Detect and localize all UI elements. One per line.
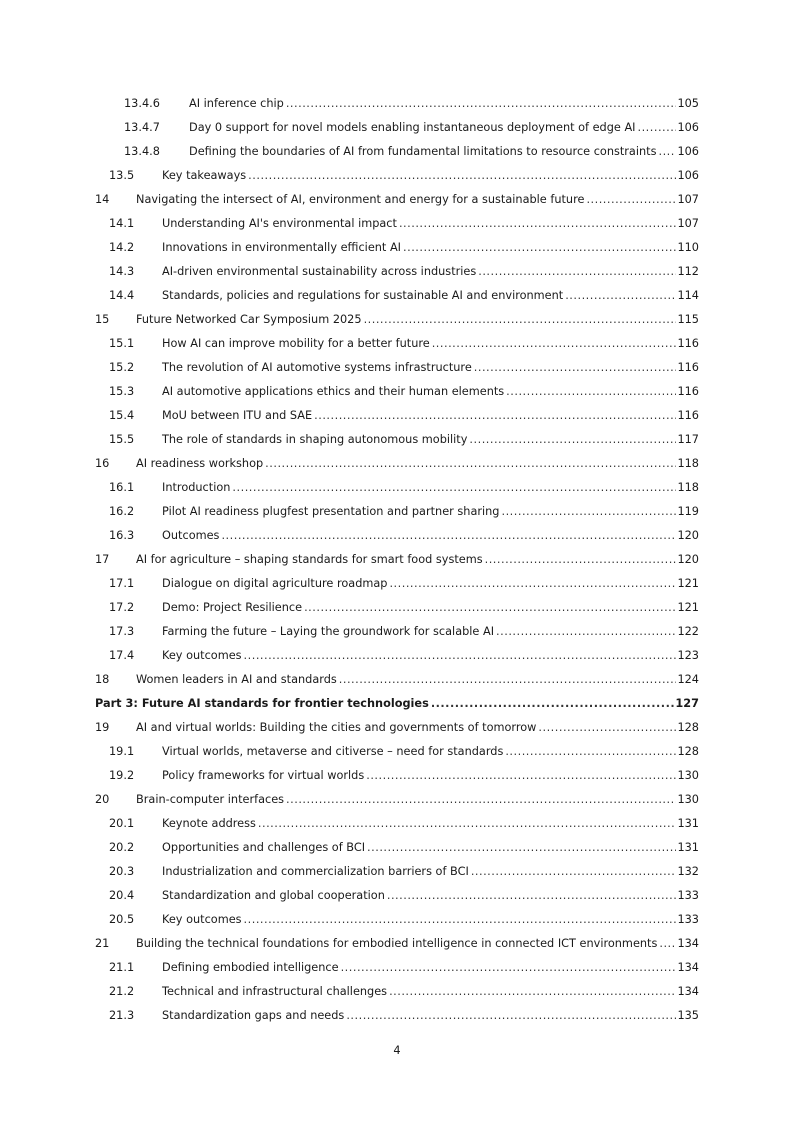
dot-leader bbox=[304, 596, 676, 620]
toc-entry-line bbox=[162, 236, 699, 260]
dot-leader bbox=[659, 932, 676, 956]
dot-leader bbox=[367, 836, 676, 860]
dot-leader bbox=[538, 716, 676, 740]
toc-entry-title: Demo: Project Resilience bbox=[162, 601, 303, 614]
toc-entry-title: Introduction bbox=[162, 481, 231, 494]
toc-entry-page: 107 bbox=[677, 217, 699, 230]
dot-leader bbox=[474, 356, 677, 380]
toc-entry-page: 118 bbox=[677, 457, 699, 470]
toc-entry-number: 17.3 bbox=[109, 625, 135, 638]
dot-leader bbox=[286, 92, 677, 116]
toc-entry-number: 16 bbox=[95, 457, 110, 470]
toc-entry-title: Defining embodied intelligence bbox=[162, 961, 339, 974]
toc-entry[interactable] bbox=[95, 92, 699, 116]
toc-entry-number: 20.2 bbox=[109, 841, 135, 854]
toc-entry[interactable] bbox=[95, 380, 699, 404]
toc-entry-page: 105 bbox=[677, 97, 699, 110]
toc-entry-number: 15.3 bbox=[109, 385, 135, 398]
toc-entry-line bbox=[162, 476, 699, 500]
toc-entry-title: Defining the boundaries of AI from fundamental limitations to resource constraints bbox=[189, 145, 657, 158]
toc-entry-title: Farming the future – Laying the groundwork for scalable AI bbox=[162, 625, 495, 638]
toc-entry-line bbox=[162, 812, 699, 836]
toc-entry-line bbox=[136, 932, 699, 956]
toc-entry-page: 117 bbox=[677, 433, 699, 446]
toc-entry-title: AI automotive applications ethics and their human elements bbox=[162, 385, 505, 398]
toc-entry-line bbox=[162, 572, 699, 596]
toc-entry[interactable] bbox=[95, 836, 699, 860]
dot-leader bbox=[244, 644, 677, 668]
toc-entry-title: Technical and infrastructural challenges bbox=[162, 985, 388, 998]
dot-leader bbox=[387, 884, 677, 908]
toc-entry[interactable] bbox=[95, 884, 699, 908]
dot-leader bbox=[248, 164, 676, 188]
toc-entry-line bbox=[136, 788, 699, 812]
toc-entry[interactable] bbox=[95, 932, 699, 956]
toc-entry-number: 17 bbox=[95, 553, 110, 566]
toc-entry-number: 21.1 bbox=[109, 961, 135, 974]
toc-entry-page: 122 bbox=[677, 625, 699, 638]
toc-entry-page: 106 bbox=[677, 145, 699, 158]
toc-entry-number: 20.3 bbox=[109, 865, 135, 878]
toc-entry[interactable] bbox=[95, 404, 699, 428]
dot-leader bbox=[366, 764, 676, 788]
toc-entry-line bbox=[189, 140, 699, 164]
toc-entry[interactable] bbox=[95, 332, 699, 356]
toc-entry-number: 15 bbox=[95, 313, 110, 326]
toc-entry-title: The role of standards in shaping autonomous mobility bbox=[162, 433, 468, 446]
toc-entry-line bbox=[162, 260, 699, 284]
toc-entry-line bbox=[136, 188, 699, 212]
toc-entry-title: Keynote address bbox=[162, 817, 256, 830]
toc-entry-title: AI for agriculture – shaping standards for smart food systems bbox=[136, 553, 483, 566]
toc-entry-line bbox=[162, 356, 699, 380]
toc-entry-title: Key outcomes bbox=[162, 649, 242, 662]
dot-leader bbox=[496, 620, 676, 644]
toc-entry-line bbox=[95, 692, 699, 716]
dot-leader bbox=[258, 812, 677, 836]
toc-entry-title: Pilot AI readiness plugfest presentation and partner sharing bbox=[162, 505, 500, 518]
toc-entry-line bbox=[162, 956, 699, 980]
toc-entry-title: Outcomes bbox=[162, 529, 220, 542]
toc-entry-title: Navigating the intersect of AI, environment and energy for a sustainable future bbox=[136, 193, 585, 206]
toc-entry-page: 133 bbox=[677, 913, 699, 926]
toc-entry-number: 20 bbox=[95, 793, 110, 806]
toc-entry-number: 20.1 bbox=[109, 817, 135, 830]
toc-entry-page: 132 bbox=[677, 865, 699, 878]
dot-leader bbox=[478, 260, 676, 284]
toc-entry-line bbox=[162, 428, 699, 452]
toc-entry[interactable] bbox=[95, 140, 699, 164]
toc-entry[interactable] bbox=[95, 668, 699, 692]
toc-entry-line bbox=[162, 524, 699, 548]
toc-entry-title: Part 3: Future AI standards for frontier technologies bbox=[95, 697, 429, 710]
toc-entry-page: 135 bbox=[677, 1009, 699, 1022]
toc-entry-number: 16.3 bbox=[109, 529, 135, 542]
toc-entry[interactable] bbox=[95, 548, 699, 572]
toc-entry[interactable] bbox=[95, 308, 699, 332]
toc-entry-page: 116 bbox=[677, 409, 699, 422]
toc-entry-page: 127 bbox=[675, 697, 699, 710]
toc-entry-number: 19 bbox=[95, 721, 110, 734]
dot-leader bbox=[586, 188, 676, 212]
toc-entry-page: 123 bbox=[677, 649, 699, 662]
toc-entry-title: AI-driven environmental sustainability across industries bbox=[162, 265, 477, 278]
toc-entry-title: Innovations in environmentally efficient AI bbox=[162, 241, 402, 254]
toc-part-heading[interactable] bbox=[95, 692, 699, 716]
toc-entry-number: 21 bbox=[95, 937, 110, 950]
dot-leader bbox=[403, 236, 676, 260]
toc-entry-title: Opportunities and challenges of BCI bbox=[162, 841, 366, 854]
toc-entry-line bbox=[162, 380, 699, 404]
dot-leader bbox=[431, 692, 675, 716]
dot-leader bbox=[341, 956, 677, 980]
toc-entry-title: Policy frameworks for virtual worlds bbox=[162, 769, 365, 782]
toc-entry[interactable] bbox=[95, 572, 699, 596]
toc-entry-title: Key outcomes bbox=[162, 913, 242, 926]
toc-entry-page: 115 bbox=[677, 313, 699, 326]
toc-entry-number: 21.3 bbox=[109, 1009, 135, 1022]
dot-leader bbox=[471, 860, 677, 884]
toc-entry[interactable] bbox=[95, 260, 699, 284]
toc-entry-page: 121 bbox=[677, 577, 699, 590]
toc-entry[interactable] bbox=[95, 812, 699, 836]
toc-entry-page: 130 bbox=[677, 769, 699, 782]
toc-entry-title: MoU between ITU and SAE bbox=[162, 409, 313, 422]
toc-entry-title: Understanding AI's environmental impact bbox=[162, 217, 397, 230]
toc-entry-line bbox=[162, 620, 699, 644]
toc-entry-line bbox=[162, 164, 699, 188]
toc-entry-number: 17.4 bbox=[109, 649, 135, 662]
toc-entry-page: 134 bbox=[677, 937, 699, 950]
toc-entry-number: 14.2 bbox=[109, 241, 135, 254]
toc-entry-line bbox=[162, 908, 699, 932]
toc-entry-title: Day 0 support for novel models enabling instantaneous deployment of edge AI bbox=[189, 121, 636, 134]
toc-entry-page: 133 bbox=[677, 889, 699, 902]
toc-entry-title: AI and virtual worlds: Building the cities and governments of tomorrow bbox=[136, 721, 537, 734]
toc-entry-page: 134 bbox=[677, 985, 699, 998]
dot-leader bbox=[506, 380, 676, 404]
toc-entry[interactable] bbox=[95, 788, 699, 812]
toc-entry-line bbox=[136, 668, 699, 692]
toc-entry-page: 124 bbox=[677, 673, 699, 686]
toc-entry[interactable] bbox=[95, 164, 699, 188]
toc-entry[interactable] bbox=[95, 716, 699, 740]
toc-entry[interactable] bbox=[95, 284, 699, 308]
toc-entry-number: 15.1 bbox=[109, 337, 135, 350]
toc-entry-number: 16.1 bbox=[109, 481, 135, 494]
toc-entry[interactable] bbox=[95, 596, 699, 620]
toc-entry-title: Women leaders in AI and standards bbox=[136, 673, 337, 686]
dot-leader bbox=[469, 428, 676, 452]
toc-entry[interactable] bbox=[95, 212, 699, 236]
toc-entry-line bbox=[136, 308, 699, 332]
dot-leader bbox=[399, 212, 676, 236]
toc-entry[interactable] bbox=[95, 500, 699, 524]
toc-entry-page: 119 bbox=[677, 505, 699, 518]
toc-entry-number: 20.4 bbox=[109, 889, 135, 902]
dot-leader bbox=[286, 788, 676, 812]
toc-entry-title: Standards, policies and regulations for sustainable AI and environment bbox=[162, 289, 564, 302]
dot-leader bbox=[505, 740, 676, 764]
toc-entry-line bbox=[162, 500, 699, 524]
toc-entry-page: 134 bbox=[677, 961, 699, 974]
dot-leader bbox=[389, 980, 676, 1004]
dot-leader bbox=[638, 116, 677, 140]
toc-entry-title: Standardization and global cooperation bbox=[162, 889, 385, 902]
toc-entry-line bbox=[162, 836, 699, 860]
toc-entry-page: 116 bbox=[677, 385, 699, 398]
dot-leader bbox=[389, 572, 676, 596]
toc-entry[interactable] bbox=[95, 188, 699, 212]
toc-entry-line bbox=[162, 284, 699, 308]
toc-entry-line bbox=[162, 404, 699, 428]
toc-entry[interactable] bbox=[95, 452, 699, 476]
toc-entry-number: 20.5 bbox=[109, 913, 135, 926]
toc-entry-title: The revolution of AI automotive systems infrastructure bbox=[162, 361, 472, 374]
toc-entry-page: 120 bbox=[677, 529, 699, 542]
toc-entry[interactable] bbox=[95, 356, 699, 380]
toc-entry-page: 131 bbox=[677, 817, 699, 830]
toc-entry[interactable] bbox=[95, 236, 699, 260]
dot-leader bbox=[658, 140, 676, 164]
toc-entry[interactable] bbox=[95, 620, 699, 644]
toc-entry-number: 15.5 bbox=[109, 433, 135, 446]
toc-entry[interactable] bbox=[95, 524, 699, 548]
toc-entry[interactable] bbox=[95, 476, 699, 500]
toc-entry-page: 130 bbox=[677, 793, 699, 806]
toc-entry-page: 106 bbox=[677, 169, 699, 182]
dot-leader bbox=[244, 908, 677, 932]
table-of-contents bbox=[95, 92, 699, 1028]
toc-entry-page: 116 bbox=[677, 337, 699, 350]
dot-leader bbox=[314, 404, 676, 428]
dot-leader bbox=[364, 308, 677, 332]
dot-leader bbox=[346, 1004, 676, 1028]
dot-leader bbox=[565, 284, 676, 308]
toc-entry-line bbox=[162, 764, 699, 788]
toc-entry-title: Building the technical foundations for embodied intelligence in connected ICT environments bbox=[136, 937, 658, 950]
toc-entry-title: Industrialization and commercialization barriers of BCI bbox=[162, 865, 469, 878]
toc-entry-number: 17.1 bbox=[109, 577, 135, 590]
toc-entry-line bbox=[189, 116, 699, 140]
toc-entry-line bbox=[162, 884, 699, 908]
toc-entry-number: 13.5 bbox=[109, 169, 135, 182]
toc-entry-title: Virtual worlds, metaverse and citiverse – need for standards bbox=[162, 745, 504, 758]
toc-entry-number: 13.4.8 bbox=[124, 145, 160, 158]
toc-entry[interactable] bbox=[95, 908, 699, 932]
toc-entry-title: How AI can improve mobility for a better future bbox=[162, 337, 430, 350]
toc-entry-line bbox=[136, 548, 699, 572]
dot-leader bbox=[221, 524, 676, 548]
toc-entry-line bbox=[162, 740, 699, 764]
toc-entry-number: 14.1 bbox=[109, 217, 135, 230]
toc-entry-line bbox=[189, 92, 699, 116]
toc-entry-number: 19.2 bbox=[109, 769, 135, 782]
toc-entry-number: 16.2 bbox=[109, 505, 135, 518]
toc-entry-title: AI readiness workshop bbox=[136, 457, 264, 470]
toc-entry[interactable] bbox=[95, 740, 699, 764]
toc-entry-page: 106 bbox=[677, 121, 699, 134]
toc-entry-page: 121 bbox=[677, 601, 699, 614]
toc-entry-line bbox=[162, 596, 699, 620]
toc-entry[interactable] bbox=[95, 764, 699, 788]
toc-entry-number: 14.4 bbox=[109, 289, 135, 302]
toc-entry-page: 128 bbox=[677, 721, 699, 734]
toc-entry-title: Standardization gaps and needs bbox=[162, 1009, 345, 1022]
toc-entry[interactable] bbox=[95, 428, 699, 452]
toc-entry-line bbox=[136, 716, 699, 740]
toc-entry-page: 120 bbox=[677, 553, 699, 566]
toc-entry-page: 110 bbox=[677, 241, 699, 254]
toc-entry-number: 21.2 bbox=[109, 985, 135, 998]
dot-leader bbox=[232, 476, 676, 500]
toc-entry[interactable] bbox=[95, 980, 699, 1004]
toc-entry-number: 15.4 bbox=[109, 409, 135, 422]
toc-entry-number: 18 bbox=[95, 673, 110, 686]
toc-entry[interactable] bbox=[95, 860, 699, 884]
dot-leader bbox=[432, 332, 677, 356]
toc-entry-page: 116 bbox=[677, 361, 699, 374]
toc-entry-line bbox=[162, 860, 699, 884]
toc-entry-line bbox=[162, 332, 699, 356]
toc-entry-page: 114 bbox=[677, 289, 699, 302]
dot-leader bbox=[265, 452, 676, 476]
dot-leader bbox=[485, 548, 677, 572]
page-number: 4 bbox=[393, 1044, 401, 1057]
toc-entry-number: 14 bbox=[95, 193, 110, 206]
toc-entry-line bbox=[136, 452, 699, 476]
toc-entry-page: 128 bbox=[677, 745, 699, 758]
toc-entry-line bbox=[162, 644, 699, 668]
toc-entry-title: Dialogue on digital agriculture roadmap bbox=[162, 577, 388, 590]
toc-entry-line bbox=[162, 980, 699, 1004]
toc-entry[interactable] bbox=[95, 644, 699, 668]
toc-entry-title: Brain-computer interfaces bbox=[136, 793, 285, 806]
toc-entry-title: AI inference chip bbox=[189, 97, 284, 110]
toc-entry-line bbox=[162, 1004, 699, 1028]
dot-leader bbox=[501, 500, 676, 524]
toc-entry-number: 15.2 bbox=[109, 361, 135, 374]
toc-entry[interactable] bbox=[95, 956, 699, 980]
toc-entry-title: Future Networked Car Symposium 2025 bbox=[136, 313, 362, 326]
toc-entry-number: 14.3 bbox=[109, 265, 135, 278]
toc-entry-number: 17.2 bbox=[109, 601, 135, 614]
toc-entry-number: 13.4.6 bbox=[124, 97, 160, 110]
toc-entry-page: 112 bbox=[677, 265, 699, 278]
toc-entry-line bbox=[162, 212, 699, 236]
toc-entry-title: Key takeaways bbox=[162, 169, 247, 182]
dot-leader bbox=[339, 668, 677, 692]
toc-entry-page: 118 bbox=[677, 481, 699, 494]
toc-entry-page: 131 bbox=[677, 841, 699, 854]
toc-entry[interactable] bbox=[95, 116, 699, 140]
toc-entry-number: 13.4.7 bbox=[124, 121, 160, 134]
toc-entry[interactable] bbox=[95, 1004, 699, 1028]
toc-entry-page: 107 bbox=[677, 193, 699, 206]
toc-entry-number: 19.1 bbox=[109, 745, 135, 758]
